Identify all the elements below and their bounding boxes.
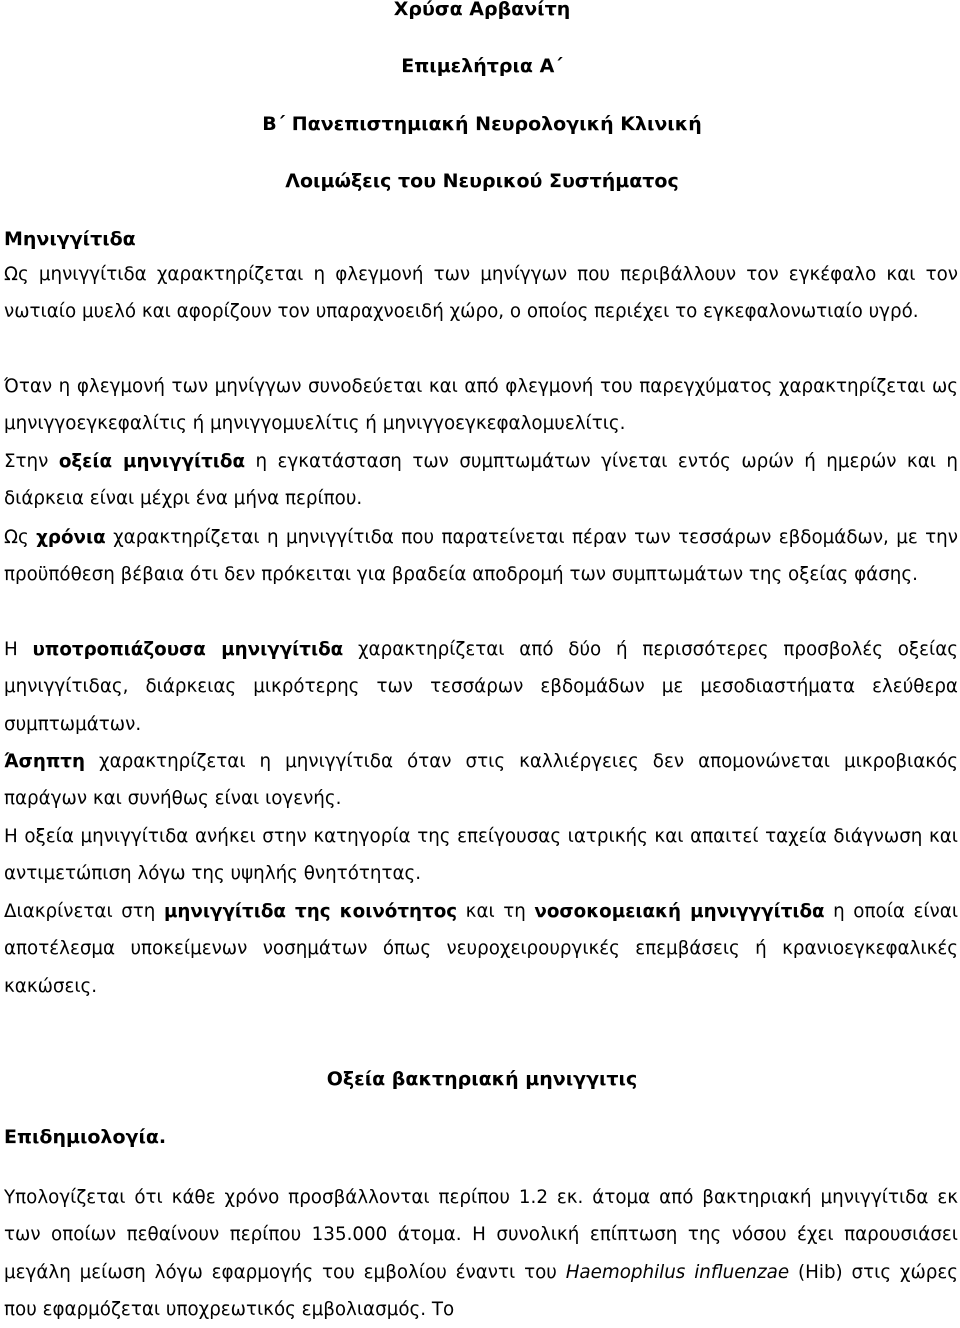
- section-heading-meningitis: Μηνιγγίτιδα: [4, 228, 136, 250]
- paragraph-aseptic: Άσηπτη χαρακτηρίζεται η μηνιγγίτιδα όταν στις καλλιέργειες δεν απομονώνεται μικροβιακός παράγων και συνήθως είναι ιογενής.: [4, 751, 958, 810]
- term-community-meningitis: μηνιγγίτιδα της κοινότητος: [163, 901, 458, 922]
- term-nosocomial-meningitis: νοσοκομειακή μηνιγγγίτιδα: [534, 901, 825, 922]
- term-recurrent-meningitis: υποτροπιάζουσα μηνιγγίτιδα: [32, 639, 344, 660]
- author-name: Χρύσα Αρβανίτη: [393, 0, 571, 20]
- document-title: Λοιμώξεις του Νευρικού Συστήματος: [285, 170, 679, 192]
- term-chronic: χρόνια: [36, 527, 106, 548]
- paragraph-chronic: Ως χρόνια χαρακτηρίζεται η μηνιγγίτιδα που παρατείνεται πέραν των τεσσάρων εβδομάδων, με την προϋπόθεση βέβαια ότι δεν πρόκειται για βραδεία αποδρομή των συμπτωμάτων της οξείας φάσης.: [4, 527, 958, 586]
- term-haemophilus: Haemophilus influenzae: [565, 1261, 790, 1283]
- term-acute-meningitis: οξεία μηνιγγίτιδα: [58, 451, 246, 472]
- term-aseptic: Άσηπτη: [4, 751, 85, 772]
- paragraph-classification: Διακρίνεται στη μηνιγγίτιδα της κοινότητος και τη νοσοκομειακή μηνιγγγίτιδα η οποία είναι αποτέλεσμα υποκείμενων νοσημάτων όπως νευροχειρουργικές επεμβάσεις ή κρανιοεγκεφαλικές κακώσεις.: [4, 901, 958, 997]
- paragraph-recurrent: Η υποτροπιάζουσα μηνιγγίτιδα χαρακτηρίζεται από δύο ή περισσότερες προσβολές οξείας μηνιγγίτιδας, διάρκειας μικρότερης των τεσσάρων εβδομάδων με μεσοδιαστήματα ελεύθερα συμπτωμάτων.: [4, 639, 959, 735]
- paragraph-meningoencephalitis: Όταν η φλεγμονή των μηνίγγων συνοδεύεται και από φλεγμονή του παρεγχύματος χαρακτηρίζεται ως μηνιγγοεγκεφαλίτις ή μηνιγγομυελίτις ή μηνιγγοεγκεφαλομυελίτις.: [4, 376, 958, 435]
- clinic-name: Β΄ Πανεπιστημιακή Νευρολογική Κλινική: [262, 113, 702, 135]
- author-position: Επιμελήτρια Α΄: [401, 55, 563, 77]
- section-heading-bacterial: Οξεία βακτηριακή μηνιγγιτις: [326, 1068, 638, 1090]
- paragraph-definition: Ως μηνιγγίτιδα χαρακτηρίζεται η φλεγμονή των μηνίγγων που περιβάλλουν τον εγκέφαλο και τον νωτιαίο μυελό και αφορίζουν τον υπαραχνοειδή χώρο, ο οποίος περιέχει το εγκεφαλονωτιαίο υγρό.: [4, 264, 958, 323]
- paragraph-acute: Στην οξεία μηνιγγίτιδα η εγκατάσταση των συμπτωμάτων γίνεται εντός ωρών ή ημερών και η διάρκεια είναι μέχρι ένα μήνα περίπου.: [4, 451, 958, 510]
- paragraph-emergency: Η οξεία μηνιγγίτιδα ανήκει στην κατηγορία της επείγουσας ιατρικής και απαιτεί ταχεία διάγνωση και αντιμετώπιση λόγω της υψηλής θνητότητας.: [4, 826, 958, 885]
- subheading-epidemiology: Επιδημιολογία.: [4, 1126, 167, 1148]
- paragraph-epidemiology: Υπολογίζεται ότι κάθε χρόνο προσβάλλονται περίπου 1.2 εκ. άτομα από βακτηριακή μηνιγγίτιδα εκ των οποίων πεθαίνουν περίπου 135.000 άτομα. Η συνολική επίπτωση της νόσου έχει παρουσιάσει μεγάλη μείωση λόγω εφαρμογής του εμβολίου έναντι του Haemophilus influenzae (Hib) στις χώρες που εφαρμόζεται υποχρεωτικός εμβολιασμός. Το: [4, 1187, 958, 1320]
